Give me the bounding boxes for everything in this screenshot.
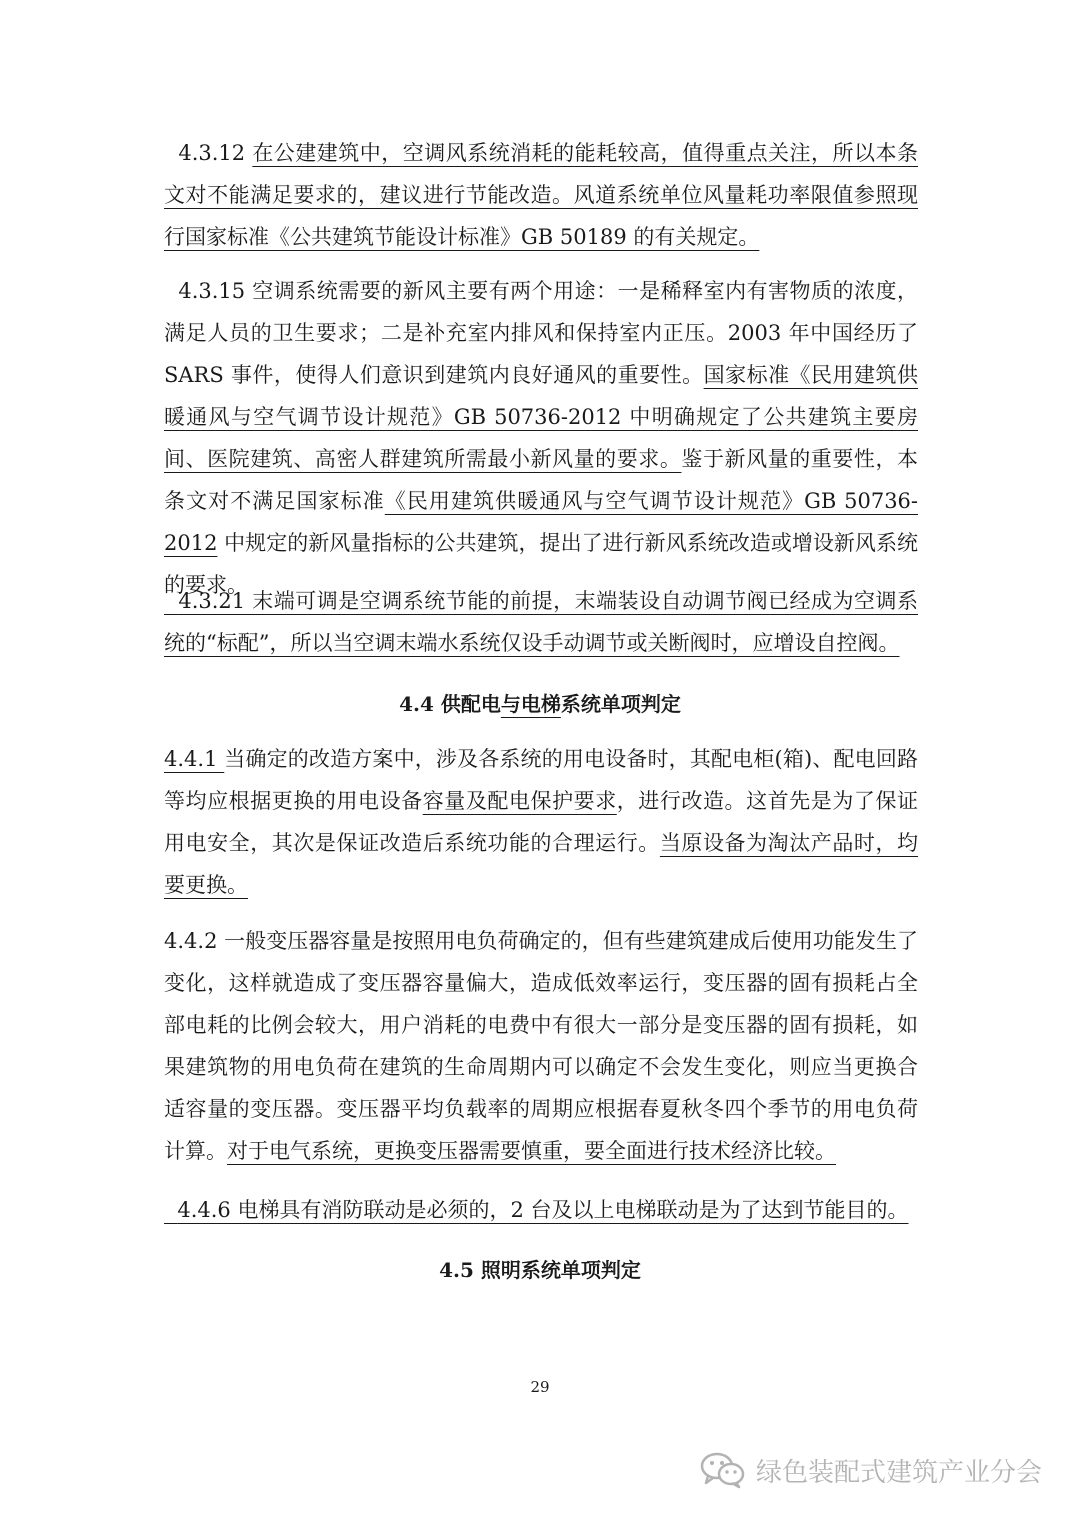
paragraph-4-3-12 — [164, 132, 918, 258]
clause-4-3-12-text: 在公建建筑中，空调风系统消耗的能耗较高，值得重点关注，所以本条文对不能满足要求的，建议进行节能改造。风道系统单位风量耗功率限值参照现行国家标准《公共建筑节能设计标准》GB 50189 的有关规定。 — [164, 141, 918, 249]
clause-4-4-1-number: 4.4.1 — [164, 747, 225, 771]
clause-4-4-1-replace: 当原设备为淘汰产品时，均要更换。 — [164, 831, 919, 897]
clause-4-3-15-middle: 鉴于新风量的重要性，本条文对不满足国家标准 — [164, 447, 919, 513]
watermark — [700, 1447, 1042, 1493]
section-heading-4-5 — [0, 1255, 1080, 1285]
heading-4-4-number: 4.4 — [399, 692, 441, 716]
heading-4-5-number: 4.5 — [439, 1258, 481, 1282]
clause-4-4-2-caution: 对于电气系统，更换变压器需要慎重，要全面进行技术经济比较。 — [227, 1139, 836, 1163]
paragraph-4-4-1 — [164, 738, 918, 906]
wechat-icon — [700, 1451, 746, 1489]
clause-4-3-15-end: 中规定的新风量指标的公共建筑，提出了进行新风系统改造或增设新风系统的要求。 — [164, 531, 918, 597]
heading-4-4-part-c: 系统单项判定 — [560, 692, 681, 716]
page-number: 29 — [530, 1378, 550, 1396]
paragraph-4-4-2 — [164, 920, 918, 1172]
section-heading-4-4 — [0, 689, 1080, 719]
clause-4-3-15-intro: 4.3.15 空调系统需要的新风主要有两个用途：一是稀释室内有害物质的浓度，满足人员的卫生要求；二是补充室内排风和保持室内正压。2003 年中国经历了 SARS 事件，使得人们意识到建筑内良好通风的重要性。 — [164, 279, 919, 387]
paragraph-4-3-15 — [164, 270, 918, 606]
clause-4-4-2-text: 4.4.2 一般变压器容量是按照用电负荷确定的，但有些建筑建成后使用功能发生了变化，这样就造成了变压器容量偏大，造成低效率运行，变压器的固有损耗占全部电耗的比例会较大，用户消耗的电费中有很大一部分是变压器的固有损耗，如果建筑物的用电负荷在建筑的生命周期内可以确定不会发生变化，则应当更换合适容量的变压器。变压器平均负载率的周期应根据春夏秋冬四个季节的用电负荷计算。 — [164, 929, 918, 1163]
heading-4-4-part-b: 与电梯 — [500, 692, 561, 716]
clause-4-3-21-text: 4.3.21 末端可调是空调系统节能的前提，末端装设自动调节阀已经成为空调系统的“标配”，所以当空调末端水系统仅设手动调节或关断阀时，应增设自控阀。 — [164, 589, 919, 655]
clause-4-4-6-text: 4.4.6 电梯具有消防联动是必须的，2 台及以上电梯联动是为了达到节能目的。 — [177, 1198, 909, 1222]
heading-4-5-title: 照明系统单项判定 — [480, 1258, 641, 1282]
clause-4-4-1-capacity: 容量及配电保护要求 — [422, 789, 617, 813]
clause-4-4-1-intro: 当确定的改造方案中，涉及各系统的用电设备时，其配电柜(箱)、配电回路等均应根据更换的用电设备 — [164, 747, 919, 813]
heading-4-4-part-a: 供配电 — [440, 692, 501, 716]
clause-4-3-15-standard: 国家标准《民用建筑供暖通风与空气调节设计规范》GB 50736-2012 中明确规定了公共建筑主要房间、医院建筑、高密人群建筑所需最小新风量的要求。 — [164, 363, 918, 471]
clause-4-4-1-middle: ，进行改造。这首先是为了保证用电安全，其次是保证改造后系统功能的合理运行。 — [164, 789, 919, 855]
watermark-text: 绿色装配式建筑产业分会 — [756, 1457, 1043, 1488]
paragraph-4-3-21 — [164, 580, 918, 664]
clause-4-3-12-number: 4.3.12 — [178, 141, 253, 165]
clause-4-3-15-standard-ref: 《民用建筑供暖通风与空气调节设计规范》GB 50736-2012 — [164, 489, 919, 555]
paragraph-4-4-6 — [164, 1189, 918, 1231]
